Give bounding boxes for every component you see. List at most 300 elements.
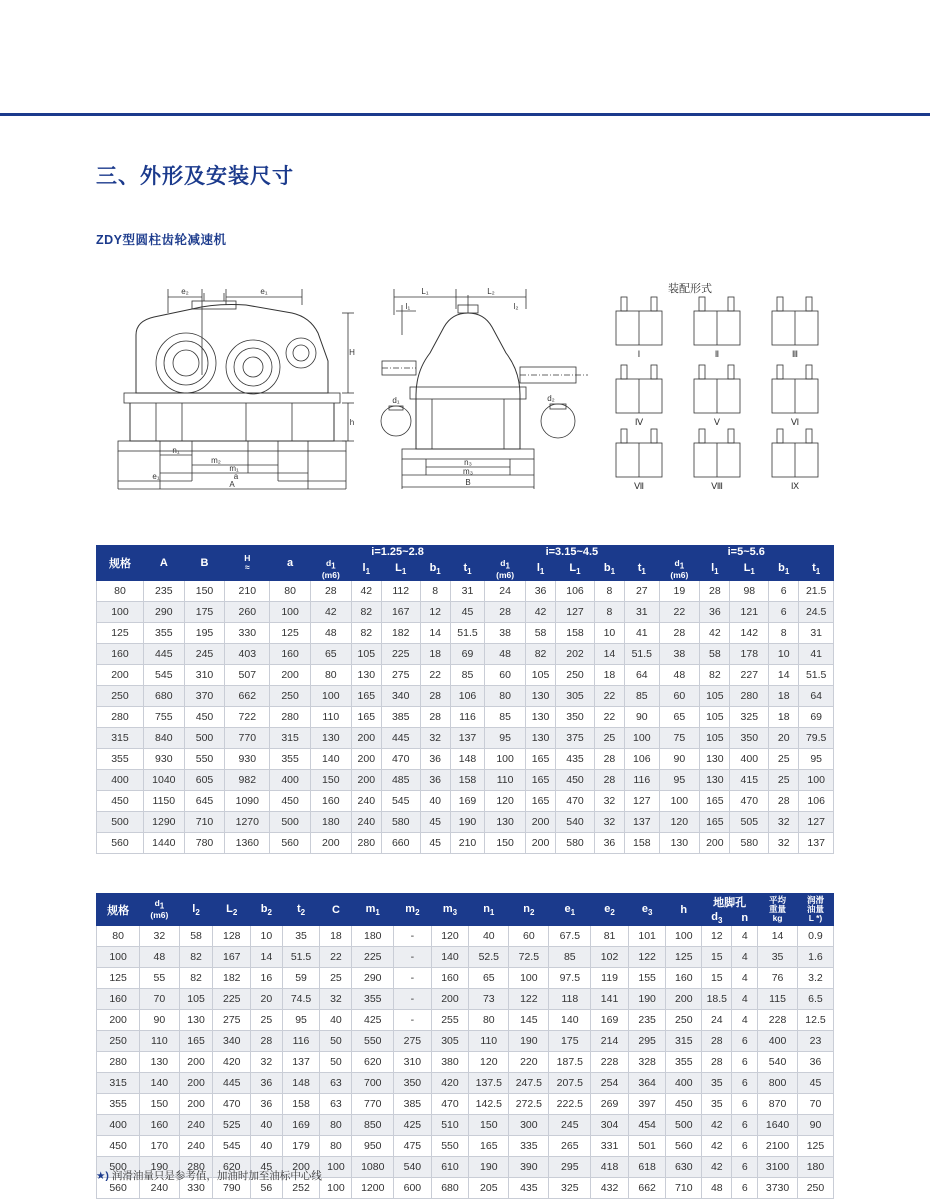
table-cell: 4 <box>732 989 758 1010</box>
table-cell: 618 <box>628 1157 666 1178</box>
table-cell: 252 <box>282 1178 320 1199</box>
table-cell: 160 <box>431 968 469 989</box>
th2-oil: 润滑 油量 L *) <box>797 894 833 926</box>
table-row <box>97 749 834 770</box>
table-cell: 545 <box>381 791 420 812</box>
table-cell: 175 <box>549 1031 591 1052</box>
table-cell: 45 <box>797 1073 833 1094</box>
table-cell: 125 <box>797 1136 833 1157</box>
table-cell: 65 <box>659 707 700 728</box>
table-cell: 15 <box>702 968 732 989</box>
table-cell: 315 <box>97 1073 140 1094</box>
table-cell: 18 <box>769 707 799 728</box>
svg-text:Ⅳ: Ⅳ <box>634 417 644 427</box>
table-cell: 58 <box>700 644 730 665</box>
table-cell: 355 <box>666 1052 702 1073</box>
table-row <box>97 644 834 665</box>
svg-text:n₃: n₃ <box>464 458 472 467</box>
table-cell: 100 <box>270 602 311 623</box>
table-cell: 10 <box>769 644 799 665</box>
table-cell: 6 <box>732 1157 758 1178</box>
table-cell: 25 <box>769 749 799 770</box>
table-cell: 82 <box>351 623 381 644</box>
table-cell: 280 <box>179 1157 213 1178</box>
table-cell: 130 <box>140 1052 179 1073</box>
table-cell: 22 <box>594 686 624 707</box>
table-row <box>97 1115 834 1136</box>
table-cell: 169 <box>282 1115 320 1136</box>
table-cell: 122 <box>628 947 666 968</box>
table-cell: 200 <box>666 989 702 1010</box>
table-cell: 59 <box>282 968 320 989</box>
table-cell: 105 <box>700 686 730 707</box>
svg-text:e₂: e₂ <box>181 287 189 296</box>
table-cell: 165 <box>525 749 555 770</box>
table-cell: 41 <box>799 644 834 665</box>
table-cell: 200 <box>179 1073 213 1094</box>
table-cell: 250 <box>97 1031 140 1052</box>
th2-d1: $d_1$ (m6) <box>140 894 179 926</box>
th2-weight: 平均 重量 kg <box>758 894 798 926</box>
table-cell: 23 <box>797 1031 833 1052</box>
table-cell: 6 <box>732 1178 758 1199</box>
table-cell: 425 <box>352 1010 394 1031</box>
table-cell: 500 <box>97 812 144 833</box>
table-cell: 420 <box>431 1073 469 1094</box>
table-cell: 840 <box>143 728 184 749</box>
table-cell: 72.5 <box>509 947 549 968</box>
table-cell: 167 <box>213 947 251 968</box>
svg-text:H: H <box>349 348 355 357</box>
svg-text:l₂: l₂ <box>513 302 519 311</box>
table-cell: 80 <box>97 926 140 947</box>
th2-n: n <box>732 911 758 926</box>
table-cell: 102 <box>591 947 629 968</box>
table-cell: 1.6 <box>797 947 833 968</box>
table-cell: 400 <box>97 770 144 791</box>
table-cell: 1040 <box>143 770 184 791</box>
table-cell: 6 <box>732 1073 758 1094</box>
table-cell: 40 <box>320 1010 352 1031</box>
table-cell: 142.5 <box>469 1094 509 1115</box>
table-cell: 42 <box>525 602 555 623</box>
table-row <box>97 728 834 749</box>
table-cell: 355 <box>97 1094 140 1115</box>
table-cell: 106 <box>799 791 834 812</box>
table-cell: 137 <box>799 833 834 854</box>
table-cell: 42 <box>310 602 351 623</box>
table-cell: 137 <box>625 812 659 833</box>
table-cell: 110 <box>485 770 526 791</box>
table-cell: 64 <box>625 665 659 686</box>
table-cell: 55 <box>140 968 179 989</box>
table-cell: 121 <box>730 602 769 623</box>
th-d1-2: $d_1$ (m6) <box>485 559 526 581</box>
table-cell: 200 <box>97 665 144 686</box>
th-t1-1: $t_1$ <box>450 559 484 581</box>
table-cell: 80 <box>97 581 144 602</box>
table-cell: 137.5 <box>469 1073 509 1094</box>
table-cell: 340 <box>213 1031 251 1052</box>
svg-text:Ⅶ: Ⅶ <box>633 481 645 491</box>
svg-text:e₁: e₁ <box>152 472 160 481</box>
table-cell: 25 <box>251 1010 283 1031</box>
table-cell: 150 <box>485 833 526 854</box>
table-cell: 115 <box>758 989 798 1010</box>
table-cell: 42 <box>702 1157 732 1178</box>
table-cell: 158 <box>556 623 595 644</box>
table-cell: 1290 <box>143 812 184 833</box>
table-cell: 290 <box>352 968 394 989</box>
table-cell: 32 <box>769 833 799 854</box>
table-cell: 415 <box>730 770 769 791</box>
table-cell: 82 <box>179 947 213 968</box>
table-cell: 28 <box>310 581 351 602</box>
table-cell: 125 <box>270 623 311 644</box>
table-cell: 45 <box>420 833 450 854</box>
table-cell: 130 <box>659 833 700 854</box>
table-cell: 630 <box>666 1157 702 1178</box>
table-cell: 265 <box>549 1136 591 1157</box>
table-cell: 662 <box>225 686 270 707</box>
table-cell: 18 <box>769 686 799 707</box>
svg-text:m₃: m₃ <box>463 467 473 476</box>
table-cell: 4 <box>732 1010 758 1031</box>
table-cell: 32 <box>320 989 352 1010</box>
table-cell: 605 <box>184 770 225 791</box>
table-row <box>97 1052 834 1073</box>
table-cell: 82 <box>179 968 213 989</box>
table-cell: 36 <box>797 1052 833 1073</box>
table-cell: 65 <box>469 968 509 989</box>
table-cell: 228 <box>591 1052 629 1073</box>
th-H: H ≈ <box>225 546 270 581</box>
table-cell: 315 <box>666 1031 702 1052</box>
table-cell: 160 <box>270 644 311 665</box>
svg-text:B: B <box>465 478 471 487</box>
table-cell: 400 <box>666 1073 702 1094</box>
table-cell: 150 <box>469 1115 509 1136</box>
table-cell: 100 <box>666 926 702 947</box>
table-cell: 28 <box>700 581 730 602</box>
svg-text:Ⅴ: Ⅴ <box>713 417 721 427</box>
table-cell: 60 <box>509 926 549 947</box>
table-cell: 560 <box>666 1136 702 1157</box>
table-cell: 105 <box>179 989 213 1010</box>
table-cell: 118 <box>549 989 591 1010</box>
table-cell: 710 <box>184 812 225 833</box>
table-cell: 95 <box>659 770 700 791</box>
table-cell: 100 <box>310 686 351 707</box>
table-cell: 4 <box>732 926 758 947</box>
table-cell: 137 <box>450 728 484 749</box>
table-cell: 485 <box>381 770 420 791</box>
th-b1-1: $b_1$ <box>420 559 450 581</box>
table-cell: 179 <box>282 1136 320 1157</box>
table-cell: 85 <box>549 947 591 968</box>
table-cell: 315 <box>97 728 144 749</box>
table-cell: 280 <box>730 686 769 707</box>
table-cell: 500 <box>97 1157 140 1178</box>
table-cell: 56 <box>251 1178 283 1199</box>
th2-d3: $d_3$ <box>702 911 732 926</box>
table-cell: 100 <box>509 968 549 989</box>
table-cell: 200 <box>351 770 381 791</box>
table-cell: 25 <box>769 770 799 791</box>
table-cell: 950 <box>352 1136 394 1157</box>
table-cell: 315 <box>270 728 311 749</box>
table-cell: 190 <box>628 989 666 1010</box>
table-cell: 130 <box>525 707 555 728</box>
table-cell: 140 <box>140 1073 179 1094</box>
table-cell: 200 <box>431 989 469 1010</box>
table-cell: 32 <box>251 1052 283 1073</box>
table-cell: 182 <box>381 623 420 644</box>
table-cell: - <box>394 926 432 947</box>
table-cell: 110 <box>140 1031 179 1052</box>
table-cell: 42 <box>702 1136 732 1157</box>
table-cell: 202 <box>556 644 595 665</box>
table-cell: 418 <box>591 1157 629 1178</box>
th-L1-3: $L_1$ <box>730 559 769 581</box>
th-L1-2: $L_1$ <box>556 559 595 581</box>
table-cell: 32 <box>140 926 179 947</box>
table-cell: 800 <box>758 1073 798 1094</box>
table-cell: 127 <box>625 791 659 812</box>
table-cell: 304 <box>591 1115 629 1136</box>
table-cell: 2100 <box>758 1136 798 1157</box>
table-cell: 28 <box>420 686 450 707</box>
table-row <box>97 947 834 968</box>
th2-spec: 规格 <box>97 894 140 926</box>
table-cell: 148 <box>450 749 484 770</box>
table-cell: 130 <box>525 728 555 749</box>
table-cell: 130 <box>485 812 526 833</box>
table-cell: 169 <box>591 1010 629 1031</box>
table-cell: 255 <box>431 1010 469 1031</box>
table-cell: 1640 <box>758 1115 798 1136</box>
table-cell: 116 <box>450 707 484 728</box>
table-cell: 269 <box>591 1094 629 1115</box>
footnote-text: 润滑油量只是参考值，加油时加至油标中心线 <box>111 1170 322 1182</box>
table-cell: 36 <box>420 749 450 770</box>
table-cell: 80 <box>270 581 311 602</box>
table-cell: 540 <box>556 812 595 833</box>
table-row <box>97 989 834 1010</box>
table-cell: 370 <box>184 686 225 707</box>
table-cell: 80 <box>469 1010 509 1031</box>
table-cell: 6 <box>732 1052 758 1073</box>
subtitle: ZDY型圆柱齿轮减速机 <box>96 233 227 247</box>
table-cell: 18 <box>320 926 352 947</box>
table-cell: 40 <box>420 791 450 812</box>
table-cell: 160 <box>97 644 144 665</box>
table-cell: 364 <box>628 1073 666 1094</box>
table-cell: 225 <box>381 644 420 665</box>
table-cell: 74.5 <box>282 989 320 1010</box>
table-cell: 65 <box>310 644 351 665</box>
table-cell: 82 <box>525 644 555 665</box>
table-cell: 228 <box>758 1010 798 1031</box>
table-cell: 245 <box>184 644 225 665</box>
table-cell: 3730 <box>758 1178 798 1199</box>
table-cell: 540 <box>394 1157 432 1178</box>
table-cell: 105 <box>525 665 555 686</box>
th-A: A <box>143 546 184 581</box>
table-cell: 225 <box>352 947 394 968</box>
th-a: a <box>270 546 311 581</box>
table-cell: 190 <box>469 1157 509 1178</box>
table-cell: 222.5 <box>549 1094 591 1115</box>
table2-header-row-1 <box>97 894 834 911</box>
table-cell: 450 <box>97 1136 140 1157</box>
table-row <box>97 833 834 854</box>
th-t1-2: $t_1$ <box>625 559 659 581</box>
table-cell: 545 <box>213 1136 251 1157</box>
table-cell: - <box>394 1010 432 1031</box>
table-cell: 60 <box>485 665 526 686</box>
table-cell: 64 <box>799 686 834 707</box>
table-cell: 310 <box>394 1052 432 1073</box>
svg-text:A: A <box>229 480 235 489</box>
table-cell: 95 <box>282 1010 320 1031</box>
table-cell: 48 <box>140 947 179 968</box>
svg-text:Ⅵ: Ⅵ <box>790 417 800 427</box>
table-cell: 450 <box>270 791 311 812</box>
table-cell: 500 <box>184 728 225 749</box>
table-cell: 100 <box>659 791 700 812</box>
table-cell: 28 <box>485 602 526 623</box>
table-cell: 200 <box>179 1052 213 1073</box>
th-l1-1: $l_1$ <box>351 559 381 581</box>
table-cell: 220 <box>509 1052 549 1073</box>
th-group-1: i=1.25~2.8 <box>310 546 484 559</box>
table-cell: 8 <box>594 602 624 623</box>
table-cell: 397 <box>628 1094 666 1115</box>
table-cell: 330 <box>225 623 270 644</box>
table-cell: 305 <box>431 1031 469 1052</box>
table-cell: 210 <box>225 581 270 602</box>
table-cell: 120 <box>431 926 469 947</box>
svg-text:Ⅱ: Ⅱ <box>714 349 720 359</box>
table-cell: 190 <box>450 812 484 833</box>
table-cell: 178 <box>730 644 769 665</box>
table-cell: 14 <box>758 926 798 947</box>
table-cell: 432 <box>591 1178 629 1199</box>
table-cell: 145 <box>509 1010 549 1031</box>
table-cell: 140 <box>310 749 351 770</box>
table2-body <box>97 926 834 1199</box>
table-cell: 14 <box>420 623 450 644</box>
table-row <box>97 770 834 791</box>
table-cell: 76 <box>758 968 798 989</box>
table-cell: 38 <box>659 644 700 665</box>
table-cell: 80 <box>320 1115 352 1136</box>
technical-drawing <box>96 275 836 505</box>
svg-text:Ⅷ: Ⅷ <box>711 481 723 491</box>
table-cell: 385 <box>394 1094 432 1115</box>
table-row <box>97 1136 834 1157</box>
table-cell: 130 <box>525 686 555 707</box>
table-cell: 6 <box>732 1094 758 1115</box>
table-cell: 100 <box>625 728 659 749</box>
table-cell: 45 <box>420 812 450 833</box>
table-cell: 250 <box>556 665 595 686</box>
table-cell: 28 <box>769 791 799 812</box>
table-cell: 250 <box>97 686 144 707</box>
table-cell: 380 <box>431 1052 469 1073</box>
table-cell: 40 <box>251 1136 283 1157</box>
table-cell: 214 <box>591 1031 629 1052</box>
table-cell: 165 <box>700 812 730 833</box>
table-cell: 445 <box>143 644 184 665</box>
table-cell: 90 <box>625 707 659 728</box>
table-cell: 240 <box>179 1115 213 1136</box>
table-cell: 82 <box>700 665 730 686</box>
table-cell: 1080 <box>352 1157 394 1178</box>
table-cell: 128 <box>213 926 251 947</box>
table-cell: 150 <box>310 770 351 791</box>
table-cell: 335 <box>509 1136 549 1157</box>
table-cell: 120 <box>659 812 700 833</box>
table-cell: 560 <box>270 833 311 854</box>
table-cell: 200 <box>351 749 381 770</box>
table-cell: 127 <box>556 602 595 623</box>
table-cell: 81 <box>591 926 629 947</box>
table1-body <box>97 581 834 854</box>
table-cell: 982 <box>225 770 270 791</box>
table-cell: 169 <box>450 791 484 812</box>
table-cell: 130 <box>310 728 351 749</box>
table-cell: 235 <box>628 1010 666 1031</box>
table-cell: 454 <box>628 1115 666 1136</box>
table-cell: 340 <box>381 686 420 707</box>
table-cell: 120 <box>469 1052 509 1073</box>
table-cell: 3.2 <box>797 968 833 989</box>
table-cell: 280 <box>97 1052 140 1073</box>
table-cell: 470 <box>730 791 769 812</box>
table-cell: 645 <box>184 791 225 812</box>
table-cell: 1440 <box>143 833 184 854</box>
table-cell: 331 <box>591 1136 629 1157</box>
table-cell: 15 <box>702 947 732 968</box>
table-cell: 48 <box>485 644 526 665</box>
th2-l2: $l_2$ <box>179 894 213 926</box>
table-cell: 122 <box>509 989 549 1010</box>
table-cell: 45 <box>450 602 484 623</box>
dimensions-table-2 <box>96 893 834 1199</box>
table-cell: 247.5 <box>509 1073 549 1094</box>
table-cell: 227 <box>730 665 769 686</box>
table-cell: 170 <box>140 1136 179 1157</box>
table-cell: 205 <box>469 1178 509 1199</box>
table-cell: 400 <box>270 770 311 791</box>
table-row <box>97 665 834 686</box>
table-cell: 24.5 <box>799 602 834 623</box>
table1-header-row-1 <box>97 546 834 559</box>
th2-b2: $b_2$ <box>251 894 283 926</box>
table-cell: 280 <box>351 833 381 854</box>
table-cell: 620 <box>213 1157 251 1178</box>
table-cell: 80 <box>310 665 351 686</box>
table-cell: 722 <box>225 707 270 728</box>
table-cell: 12 <box>420 602 450 623</box>
table-cell: 580 <box>730 833 769 854</box>
table-cell: 180 <box>797 1157 833 1178</box>
table-cell: 6 <box>769 602 799 623</box>
table-cell: 50 <box>320 1052 352 1073</box>
table-cell: 254 <box>591 1073 629 1094</box>
